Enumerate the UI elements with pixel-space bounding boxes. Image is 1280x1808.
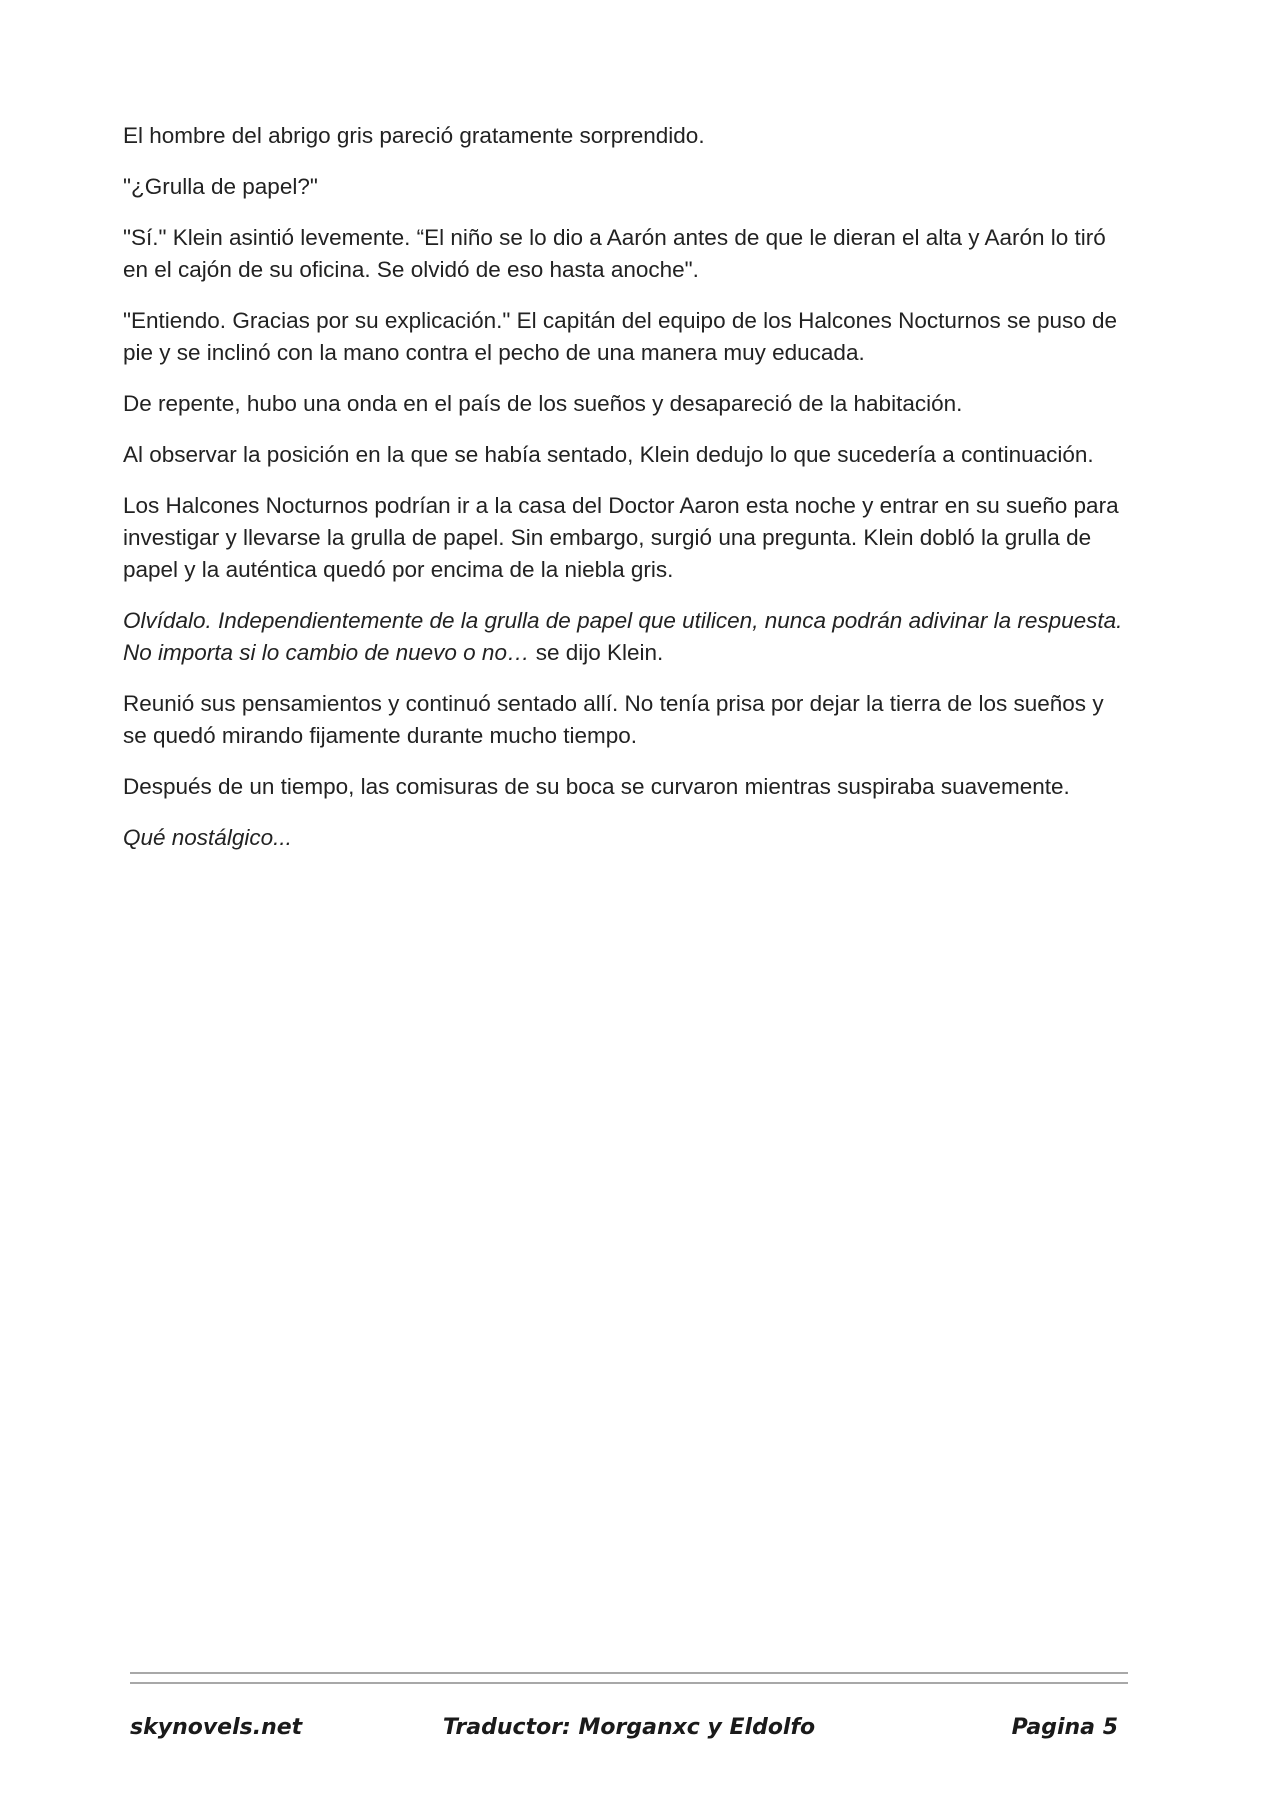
paragraph-6: Al observar la posición en la que se había sentado, Klein dedujo lo que sucedería a continuación. (123, 442, 1094, 467)
paragraph-8 (123, 605, 1133, 669)
document-body (123, 120, 1133, 873)
paragraph-8-attribution: se dijo Klein. (529, 640, 664, 665)
paragraph-10: Después de un tiempo, las comisuras de su boca se curvaron mientras suspiraba suavemente. (123, 774, 1070, 799)
footer-page-number: Pagina 5 (1011, 1715, 1118, 1740)
paragraph-3: "Sí." Klein asintió levemente. “El niño se lo dio a Aarón antes de que le dieran el alta y Aarón lo tiró en el cajón de su oficina. Se olvidó de eso hasta anoche". (123, 225, 1106, 282)
paragraph-2: "¿Grulla de papel?" (123, 174, 318, 199)
paragraph-7: Los Halcones Nocturnos podrían ir a la casa del Doctor Aaron esta noche y entrar en su sueño para investigar y llevarse la grulla de papel. Sin embargo, surgió una pregunta. Klein dobló la grulla de papel y la auténtica quedó por encima de la niebla gris. (123, 493, 1119, 582)
paragraph-5: De repente, hubo una onda en el país de los sueños y desapareció de la habitación. (123, 391, 963, 416)
paragraph-11-thought: Qué nostálgico... (123, 825, 292, 850)
paragraph-9: Reunió sus pensamientos y continuó sentado allí. No tenía prisa por dejar la tierra de los sueños y se quedó mirando fijamente durante mucho tiempo. (123, 691, 1104, 748)
footer-site: skynovels.net (130, 1715, 303, 1740)
paragraph-8-thought: Olvídalo. Independientemente de la grulla de papel que utilicen, nunca podrán adivinar la respuesta. No importa si lo cambio de nuevo o no… (123, 608, 1123, 665)
paragraph-11 (123, 822, 1133, 854)
footer-divider-top (130, 1672, 1128, 1674)
paragraph-4: "Entiendo. Gracias por su explicación." El capitán del equipo de los Halcones Nocturnos se puso de pie y se inclinó con la mano contra el pecho de una manera muy educada. (123, 308, 1118, 365)
footer-divider-bottom (130, 1682, 1128, 1684)
paragraph-1: El hombre del abrigo gris pareció gratamente sorprendido. (123, 123, 705, 148)
footer-translator: Traductor: Morganxc y Eldolfo (442, 1715, 816, 1740)
page-footer (130, 1715, 1128, 1749)
